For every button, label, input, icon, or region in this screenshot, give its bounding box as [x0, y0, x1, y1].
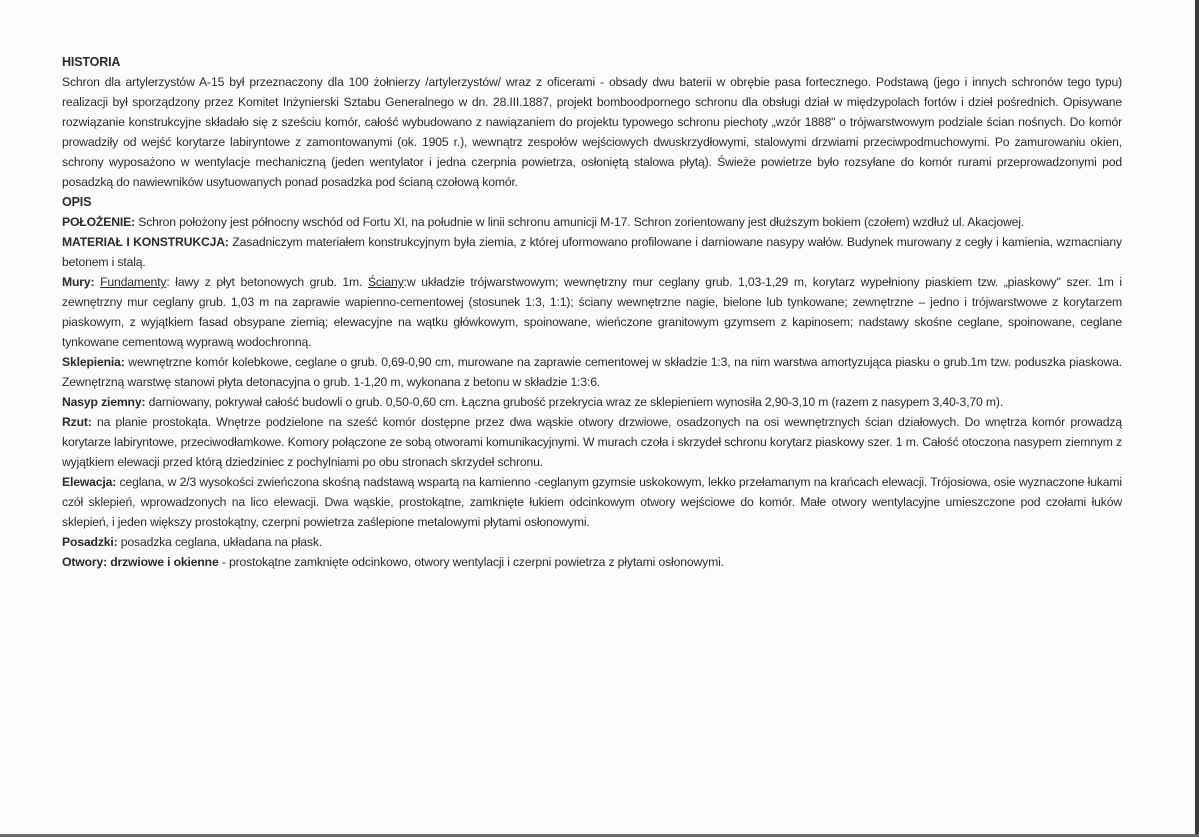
posadzki-paragraph — [62, 532, 1122, 552]
rzut-label: Rzut: — [62, 415, 92, 429]
otwory-paragraph — [62, 552, 1122, 572]
posadzki-label: Posadzki: — [62, 535, 118, 549]
historia-paragraph: Schron dla artylerzystów A-15 był przeznaczony dla 100 żołnierzy /artylerzystów/ wraz z oficerami - obsady dwu baterii w obrębie pasa fortecznego. Podstawą (jego i innych schronów tego typu) realizacji był sporządzony przez Komitet Inżynierski Sztabu Generalnego w dn. 28.III.1887, projekt bomboodpornego schronu dla obsługi dział w międzypolach fortów i dzieł pośrednich. Opisywane rozwiązanie konstrukcyjne składało się z sześciu komór, całość wybudowano z nawiązaniem do projektu typowego schronu piechoty „wzór 1888" o trójwarstwowym podziale ścian nośnych. Do komór prowadziły od wejść korytarze labiryntowe z zamontowanymi (ok. 1905 r.), wewnątrz zespołów wejściowych dwuskrzydłowymi, stalowymi drzwiami przeciwpodmuchowymi. Po zamurowaniu okien, schrony wyposażono w wentylacje mechaniczną (jeden wentylator i jedna czerpnia powietrza, osłoniętą stalowa płytą). Świeże powietrze było rozsyłane do komór rurami przeprowadzonymi pod posadzką do nawiewników usytuowanych ponad posadzka pod ścianą czołową komór. — [62, 75, 1122, 189]
sklepienia-paragraph — [62, 352, 1122, 392]
sciany-text: :w układzie trójwarstwowym; wewnętrzny mur ceglany grub. 1,03-1,29 m, korytarz wypełniony piaskiem tzw. „piaskowy" szer. 1m i zewnętrzny mur ceglany grub. 1,03 m na zaprawie wapienno-cementowej (stosunek 1:3, 1:1); ściany wewnętrzne nagie, bielone lub tynkowane; zewnętrzne – jedno i trójwarstwowe z korytarzem piaskowym, z wyjątkiem fasad obsypane ziemią; elewacyjne na wątku główkowym, spoinowane, wieńczone granitowym gzymsem z kapinosem; nadstawy skośne ceglane, spoinowane, ceglane tynkowane cementową wyprawą wodochronną. — [62, 275, 1122, 349]
elewacja-text: ceglana, w 2/3 wysokości zwieńczona skośną nadstawą wspartą na kamienno -ceglanym gzymsie uskokowym, lekko przełamanym na krańcach elewacji. Trójosiowa, osie wyznaczone łukami czół sklepień, wprowadzonych na lico elewacji. Dwa wąskie, prostokątne, zamknięte łukiem odcinkowym otwory wejściowe do komór. Małe otwory wentylacyjne umieszczone pod czołami łuków sklepień, i jeden większy prostokątny, czerpni powietrza zaślepione metalowymi płytami osłonowymi. — [62, 475, 1122, 529]
material-text: Zasadniczym materiałem konstrukcyjnym była ziemia, z której uformowano profilowane i darniowane nasypy wałów. Budynek murowany z cegły i kamienia, wzmacniany betonem i stalą. — [62, 235, 1122, 269]
mury-paragraph — [62, 272, 1122, 352]
polozenie-label: POŁOŻENIE: — [62, 215, 135, 229]
nasyp-text: darniowany, pokrywał całość budowli o grub. 0,50-0,60 cm. Łączna grubość przekrycia wraz ze sklepieniem wynosiła 2,90-3,10 m (razem z nasypem 3,40-3,70 m). — [145, 395, 1004, 409]
polozenie-paragraph — [62, 212, 1122, 232]
fundamenty-text: : ławy z płyt betonowych grub. 1m. — [166, 275, 368, 289]
sciany-label: Ściany — [367, 275, 404, 289]
rzut-text: na planie prostokąta. Wnętrze podzielone na sześć komór dostępne przez dwa wąskie otwory drzwiowe, osadzonych na osi wewnętrznych ścian działowych. Do wnętrza komór prowadzą korytarze labiryntowe, przeciwodłamkowe. Komory połączone ze sobą otworami komunikacyjnymi. W murach czoła i skrzydeł schronu korytarz piaskowy szer. 1 m. Całość otoczona nasypem ziemnym z wyjątkiem elewacji przed którą dziedziniec z pochylniami po obu stronach skrzydeł schronu. — [62, 415, 1122, 469]
document-page — [62, 52, 1122, 572]
otwory-text: - prostokątne zamknięte odcinkowo, otwory wentylacji i czerpni powietrza z płytami osłonowymi. — [218, 555, 724, 569]
historia-heading: HISTORIA — [62, 55, 121, 69]
otwory-label: Otwory: drzwiowe i okienne — [62, 555, 219, 569]
nasyp-paragraph — [62, 392, 1122, 412]
fundamenty-label: Fundamenty — [100, 275, 167, 289]
nasyp-label: Nasyp ziemny: — [62, 395, 146, 409]
posadzki-text: posadzka ceglana, układana na płask. — [117, 535, 323, 549]
elewacja-label: Elewacja: — [62, 475, 117, 489]
rzut-paragraph — [62, 412, 1122, 472]
mury-label: Mury: — [62, 275, 95, 289]
material-paragraph — [62, 232, 1122, 272]
opis-heading: OPIS — [62, 195, 92, 209]
material-label: MATERIAŁ I KONSTRUKCJA: — [62, 235, 229, 249]
sklepienia-text: wewnętrzne komór kolebkowe, ceglane o grub. 0,69-0,90 cm, murowane na zaprawie cementowej w składzie 1:3, na nim warstwa amortyzująca piasku o grub.1m tzw. poduszka piaskowa. Zewnętrzną warstwę stanowi płyta detonacyjna o grub. 1-1,20 m, wykonana z betonu w składzie 1:3:6. — [62, 355, 1122, 389]
elewacja-paragraph — [62, 472, 1122, 532]
sklepienia-label: Sklepienia: — [62, 355, 125, 369]
polozenie-text: Schron położony jest północny wschód od Fortu XI, na południe w linii schronu amunicji M-17. Schron zorientowany jest dłuższym bokiem (czołem) wzdłuż ul. Akacjowej. — [134, 215, 1025, 229]
scan-edge-right — [1195, 0, 1199, 837]
